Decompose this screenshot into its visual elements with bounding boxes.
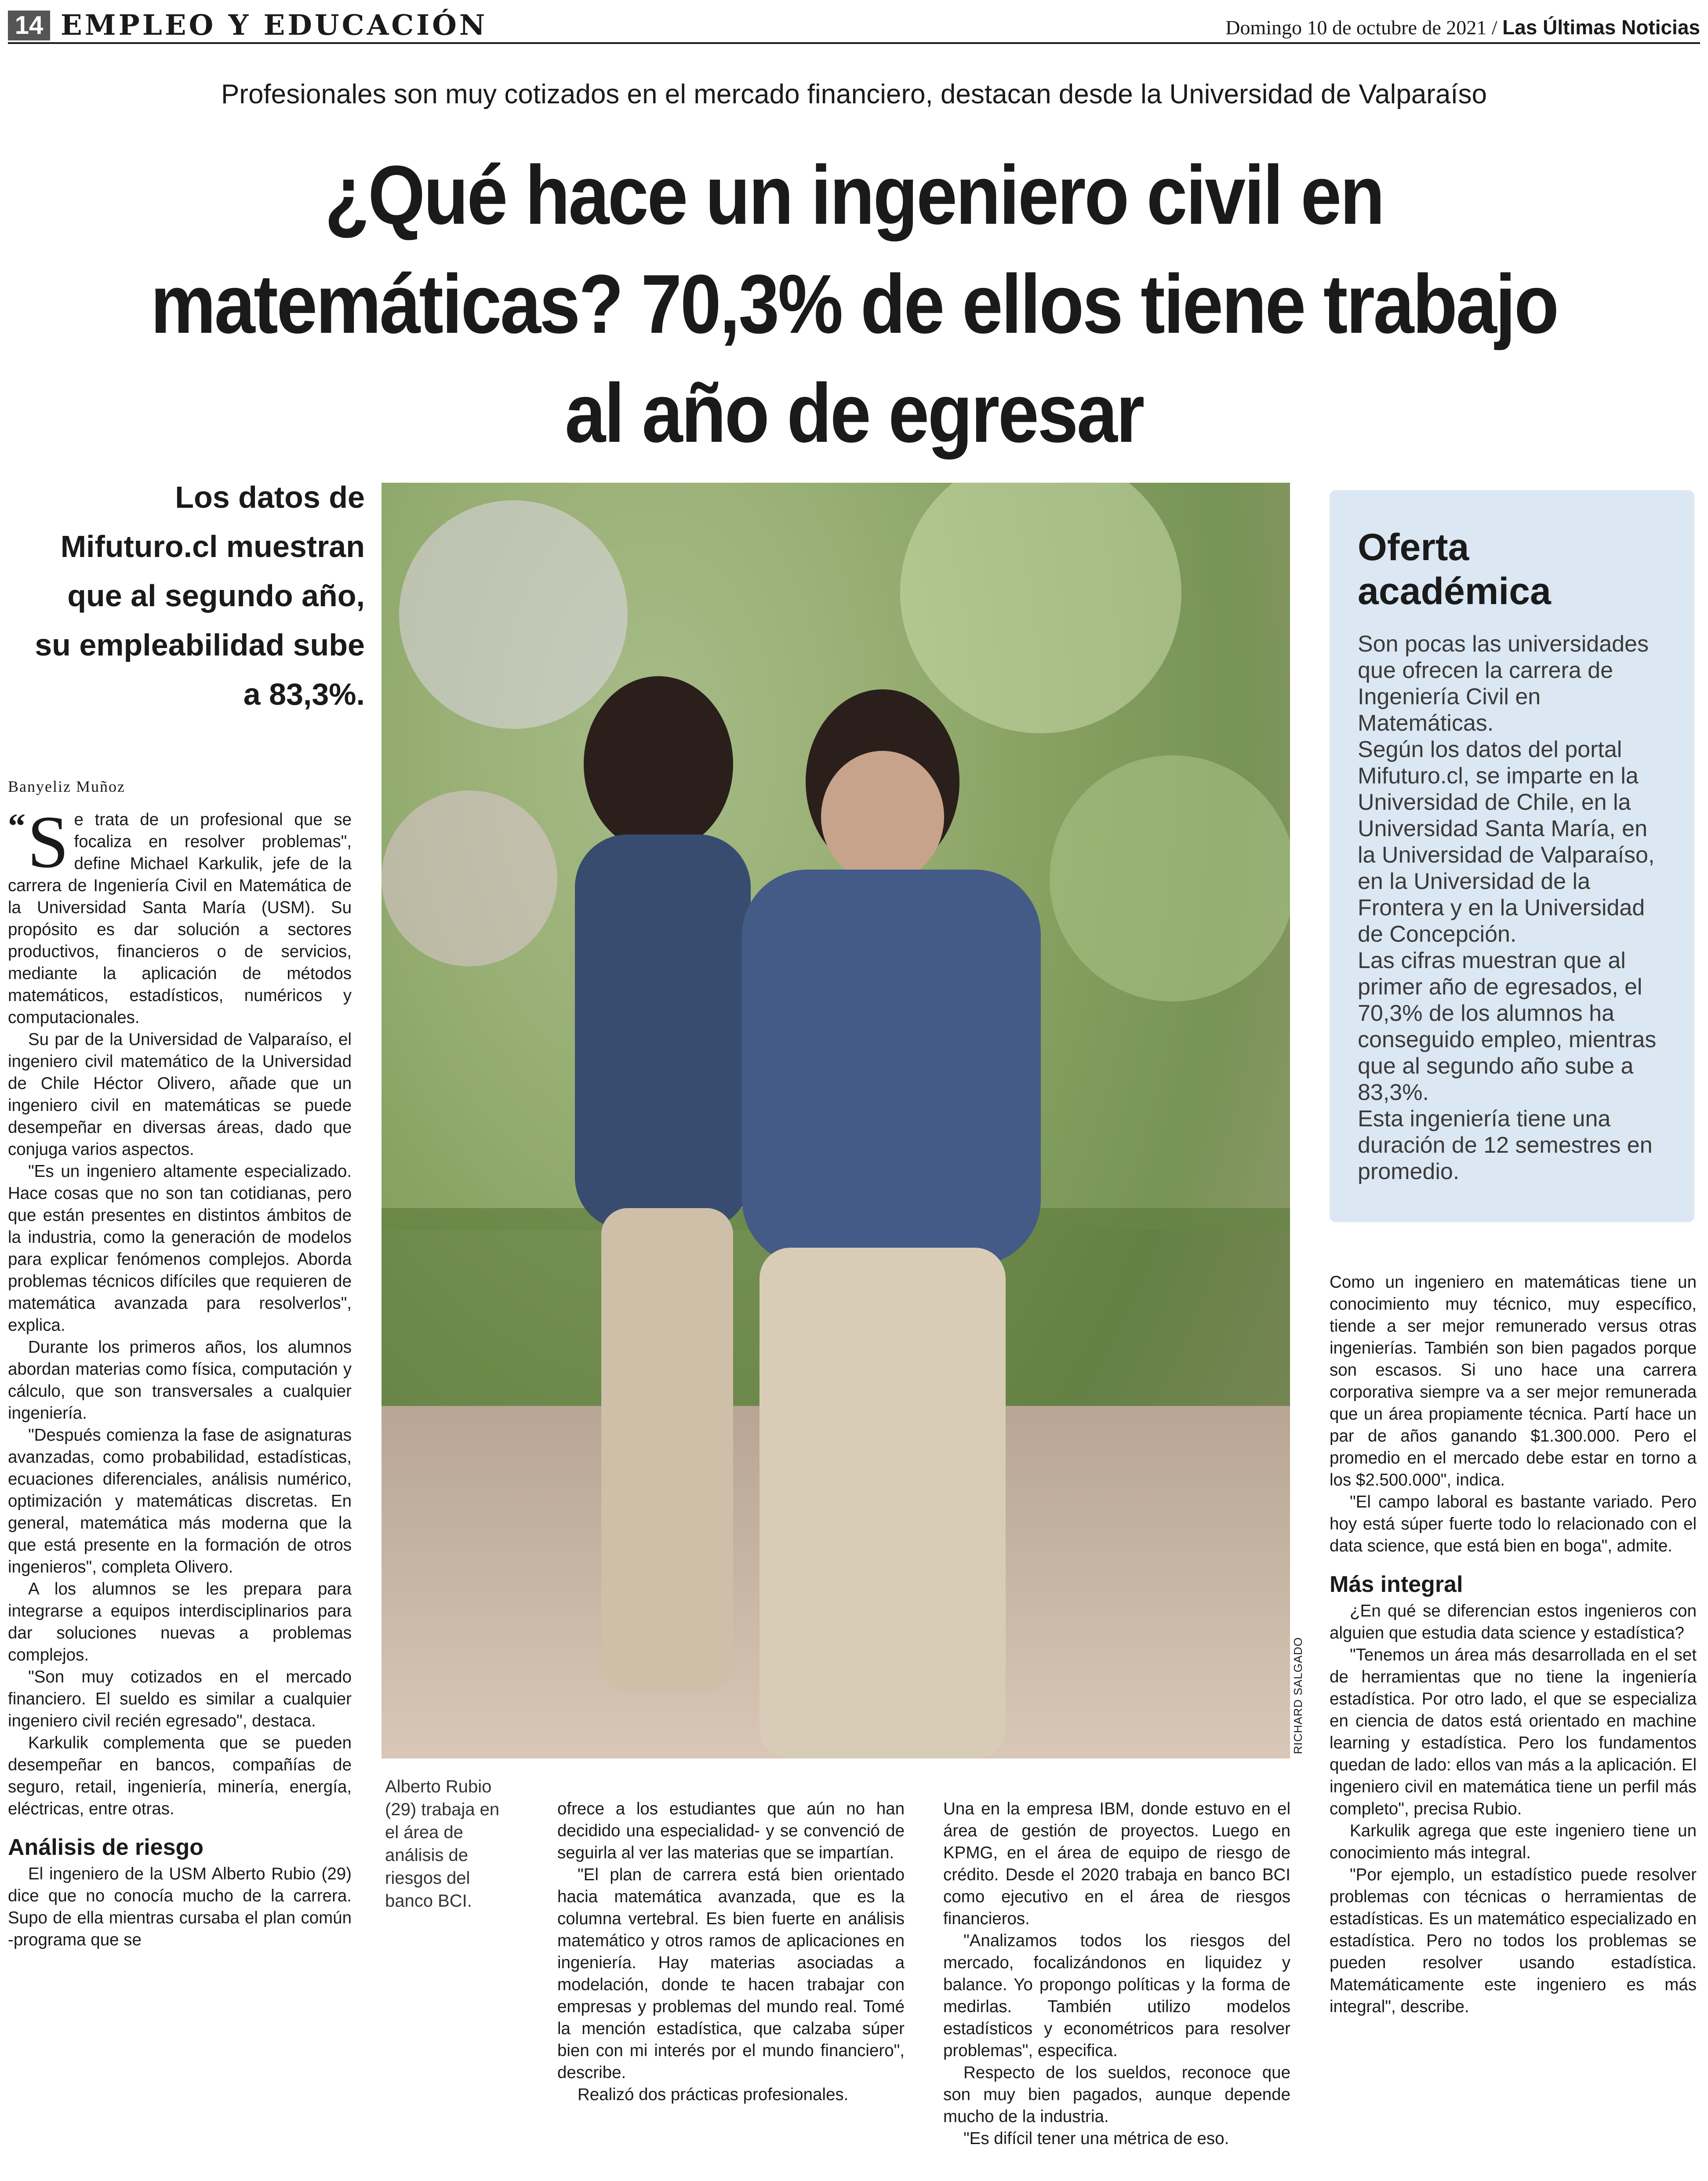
photo-caption: Alberto Rubio (29) trabaja en el área de análisis de riesgos del banco BCI. bbox=[385, 1777, 500, 1911]
paragraph: Karkulik complementa que se pueden desempeñar en bancos, compañías de seguro, retail, ingeniería, minería, energía, eléctricas, entre otras. bbox=[8, 1733, 352, 1818]
article-headline: ¿Qué hace un ingeniero civil en matemáticas? 70,3% de ellos tiene trabajo al año de egresar bbox=[150, 149, 1558, 460]
body-column-2 bbox=[557, 1798, 905, 2106]
paragraph: Su par de la Universidad de Valparaíso, el ingeniero civil matemático de la Universidad de Chile Héctor Olivero, añade que un ingeniero civil en matemáticas se puede desempeñar en diversas áreas, dado que conjuga varios aspectos. bbox=[8, 1030, 352, 1159]
paragraph: "Son muy cotizados en el mercado financiero. El sueldo es similar a cualquier ingeniero civil recién egresado", destaca. bbox=[8, 1668, 352, 1730]
article-photo bbox=[382, 483, 1290, 1759]
paragraph: "Es un ingeniero altamente especializado. Hace cosas que no son tan cotidianas, pero que están presentes en distintos ámbitos de la industria, como la generación de modelos para explicar fenómenos complejos. Aborda problemas técnicos difíciles que requieren de matemática avanzada para resolverlos", explica. bbox=[8, 1162, 352, 1335]
open-quote-glyph: “ bbox=[8, 807, 25, 846]
issue-date: Domingo 10 de octubre de 2021 / bbox=[1225, 16, 1497, 39]
sidebar-title: Oferta académica bbox=[1358, 526, 1551, 612]
publication-name: Las Últimas Noticias bbox=[1502, 16, 1700, 39]
drop-cap-letter: S bbox=[27, 801, 69, 883]
photo-credit: RICHARD SALGADO bbox=[1291, 1637, 1305, 1754]
paragraph: Respecto de los sueldos, reconoce que son muy bien pagados, aunque depende mucho de la industria. bbox=[943, 2063, 1290, 2126]
paragraph-text: e trata de un profesional que se focaliza en resolver problemas", define Michael Karkulik, jefe de la carrera de Ingeniería Civil en Matemática de la Universidad Santa María (USM). Su propósito es dar solución a sectores productivos, financieros o de servicios, mediante la aplicación de métodos matemáticos, estadísticos, numéricos y computacionales. bbox=[8, 810, 352, 1027]
sidebar-box bbox=[1330, 490, 1694, 1222]
subhead: Análisis de riesgo bbox=[8, 1835, 204, 1860]
paragraph bbox=[8, 801, 352, 1029]
paragraph: El ingeniero de la USM Alberto Rubio (29) dice que no conocía mucho de la carrera. Supo de ella mientras cursaba el plan común -programa que se bbox=[8, 1864, 352, 1949]
photo-illustration bbox=[382, 483, 1290, 1759]
page-header bbox=[8, 8, 1700, 44]
paragraph: "Tenemos un área más desarrollada en el set de herramientas que no tiene la ingeniería estadística. Por otro lado, el que se especializa en ciencia de datos está orientado en machine learning y estadística. Pero los fundamentos quedan de lado: ellos van más a la aplicación. El ingeniero civil en matemática tiene un perfil más completo", precisa Rubio. bbox=[1330, 1646, 1697, 1818]
paragraph: "Después comienza la fase de asignaturas avanzadas, como probabilidad, estadísticas, ecuaciones diferenciales, análisis numérico, optimización y matemáticas discretas. En general, matemática más moderna que la que está presente en la formación de otros ingenieros", completa Olivero. bbox=[8, 1426, 352, 1577]
paragraph: ofrece a los estudiantes que aún no han decidido una especialidad- y se convenció de seguirla al ver las materias que se impartían. bbox=[557, 1799, 905, 1862]
subhead: Más integral bbox=[1330, 1572, 1463, 1597]
paragraph: Durante los primeros años, los alumnos abordan materias como física, computación y cálculo, que son transversales a cualquier ingeniería. bbox=[8, 1338, 352, 1423]
paragraph: "El plan de carrera está bien orientado hacia matemática avanzada, que es la columna vertebral. Es bien fuerte en análisis matemático y otros ramos de aplicaciones en ingeniería. Hay materias asociadas a modelación, donde te hacen trabajar con empresas y problemas del mundo real. Tomé la mención estadística, que calzaba súper bien con mi interés por el mundo financiero", describe. bbox=[557, 1865, 905, 2082]
sidebar-paragraph: Según los datos del portal Mifuturo.cl, se imparte en la Universidad de Chile, en la Universidad Santa María, en la Universidad de Valparaíso, en la Universidad de la Frontera y en la Universidad de Concepción. bbox=[1358, 737, 1655, 947]
body-column-4 bbox=[1330, 1271, 1697, 2018]
header-dateline bbox=[1225, 14, 1700, 41]
section-title: EMPLEO Y EDUCACIÓN bbox=[61, 9, 488, 42]
paragraph: "Analizamos todos los riesgos del mercado, focalizándonos en liquidez y balance. Yo propongo políticas y la forma de medirlas. También utilizo modelos estadísticos y econométricos para resolver problemas", especifica. bbox=[943, 1931, 1290, 2060]
byline: Banyeliz Muñoz bbox=[8, 778, 125, 795]
body-column-3 bbox=[943, 1798, 1290, 2150]
paragraph: Una en la empresa IBM, donde estuvo en el área de gestión de proyectos. Luego en KPMG, en el área de equipo de riesgo de crédito. Desde el 2020 trabaja en banco BCI como ejecutivo en el área de riesgos financieros. bbox=[943, 1799, 1290, 1928]
paragraph: Como un ingeniero en matemáticas tiene un conocimiento muy técnico, muy específico, tiende a ser mejor remunerado versus otras ingenierías. También son bien pagados porque son escasos. Si uno hace una carrera corporativa siempre va a ser mejor remunerada que un área propiamente técnica. Partí hace un par de años ganando $1.300.000. Pero el promedio en el mercado debe estar en torno a los $2.500.000", indica. bbox=[1330, 1273, 1697, 1489]
paragraph: A los alumnos se les prepara para integrarse a equipos interdisciplinarios para dar soluciones nuevas a problemas complejos. bbox=[8, 1580, 352, 1664]
paragraph: "El campo laboral es bastante variado. Pero hoy está súper fuerte todo lo relacionado con el data science, que está bien en boga", admite. bbox=[1330, 1493, 1697, 1555]
paragraph: "Es difícil tener una métrica de eso. bbox=[963, 2129, 1229, 2148]
paragraph: Realizó dos prácticas profesionales. bbox=[578, 2085, 849, 2104]
article-deck: Los datos de Mifuturo.cl muestran que al segundo año, su empleabilidad sube a 83,3%. bbox=[35, 480, 365, 711]
drop-cap bbox=[8, 801, 69, 883]
paragraph: "Por ejemplo, un estadístico puede resolver problemas con técnicas o herramientas de estadísticas. Es un matemático especializado en estadística. Pero no todos los problemas se pueden resolver usando estadística. Matemáticamente este ingeniero es más integral", describe. bbox=[1330, 1865, 1697, 2016]
sidebar-paragraph: Esta ingeniería tiene una duración de 12 semestres en promedio. bbox=[1358, 1106, 1653, 1184]
paragraph: ¿En qué se diferencian estos ingenieros con alguien que estudia data science y estadística? bbox=[1330, 1602, 1697, 1642]
paragraph: Karkulik agrega que este ingeniero tiene un conocimiento más integral. bbox=[1330, 1821, 1697, 1862]
body-column-1 bbox=[8, 801, 352, 1951]
sidebar-paragraph: Las cifras muestran que al primer año de egresados, el 70,3% de los alumnos ha conseguido empleo, mientras que al segundo año sube a 83,3%. bbox=[1358, 948, 1657, 1105]
article-kicker: Profesionales son muy cotizados en el mercado financiero, destacan desde la Universidad de Valparaíso bbox=[221, 79, 1487, 109]
sidebar-paragraph: Son pocas las universidades que ofrecen la carrera de Ingeniería Civil en Matemáticas. bbox=[1358, 631, 1649, 736]
page-number: 14 bbox=[8, 11, 50, 40]
